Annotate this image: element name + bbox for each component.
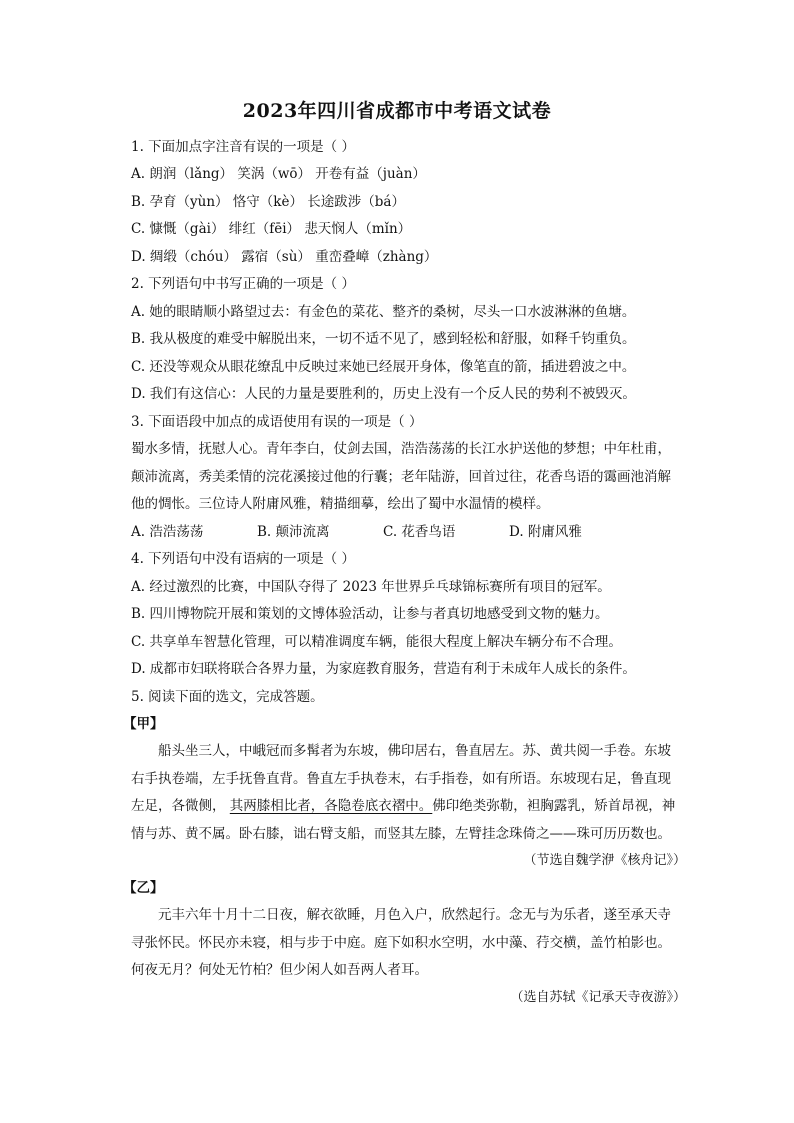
passage-jia-text: 佛印绝类弥勒，袒胸露乳，矫首昂视，神 bbox=[432, 798, 676, 814]
underlined-sentence: 其两膝相比者，各隐卷底衣褶中。 bbox=[229, 798, 433, 814]
q2-option-d: D. 我们有这信心：人民的力量是要胜利的，历史上没有一个反人民的势利不被毁灭。 bbox=[131, 386, 636, 402]
passage-jia-line: 右手执卷端，左手抚鲁直背。鲁直左手执卷末，右手指卷，如有所语。东坡现右足，鲁直现 bbox=[131, 770, 671, 787]
passage-yi-line: 元丰六年十月十二日夜，解衣欲睡，月色入户，欣然起行。念无与为乐者，遂至承天寺 bbox=[158, 907, 671, 923]
q1-option-c: C. 慷慨（gài） 绯红（fēi） 悲天悯人（mǐn） bbox=[131, 221, 412, 237]
passage-jia-line: 情与苏、黄不属。卧右膝，诎右臂支船，而竖其左膝，左臂挂念珠倚之——珠可历历数也。 bbox=[131, 825, 671, 842]
q1-option-a: A. 朗润（lǎng） 笑涡（wō） 开卷有益（juàn） bbox=[131, 166, 426, 182]
q3-options bbox=[131, 522, 582, 542]
q2-option-a: A. 她的眼睛顺小路望过去：有金色的菜花、整齐的桑树，尽头一口水波淋淋的鱼塘。 bbox=[131, 304, 636, 320]
q3-passage-line-1: 蜀水多情，抚慰人心。青年李白，仗剑去国，浩浩荡荡的长江水护送他的梦想；中年杜甫， bbox=[131, 441, 671, 457]
q5-stem: 5. 阅读下面的选文，完成答题。 bbox=[131, 689, 324, 705]
q4-option-c: C. 共享单车智慧化管理，可以精准调度车辆，能很大程度上解决车辆分布不合理。 bbox=[131, 634, 622, 650]
q3-passage-line-3: 他的惆怅。三位诗人附庸风雅，精描细摹，绘出了蜀中水温情的模样。 bbox=[131, 496, 550, 512]
q4-option-d: D. 成都市妇联将联合各界力量，为家庭教育服务，营造有利于未成年人成长的条件。 bbox=[131, 661, 636, 677]
q4-option-a: A. 经过激烈的比赛，中国队夺得了 2023 年世界乒乓球锦标赛所有项目的冠军。 bbox=[131, 579, 611, 595]
q3-option-b: B. 颠沛流离 bbox=[257, 524, 330, 540]
passage-jia-line-3 bbox=[131, 793, 691, 821]
q2-option-b: B. 我从极度的难受中解脱出来，一切不适不见了，感到轻松和舒服，如释千钧重负。 bbox=[131, 331, 636, 347]
q3-option-d: D. 附庸风雅 bbox=[509, 524, 582, 540]
exam-title: 2023年四川省成都市中考语文试卷 bbox=[242, 100, 552, 122]
q3-passage-line-2: 颠沛流离，秀美柔情的浣花溪接过他的行囊；老年陆游，回首过往，花香鸟语的霭画池消解 bbox=[131, 469, 671, 485]
passage-yi bbox=[131, 902, 691, 985]
q3-stem: 3. 下面语段中加点的成语使用有误的一项是（ ） bbox=[131, 414, 423, 430]
passage-jia-line: 船头坐三人，中峨冠而多髯者为东坡，佛印居右，鲁直居左。苏、黄共阅一手卷。东坡 bbox=[158, 743, 671, 759]
q1-stem: 1. 下面加点字注音有误的一项是（ ） bbox=[131, 139, 355, 155]
q4-stem: 4. 下列语句中没有语病的一项是（ ） bbox=[131, 551, 355, 567]
q3-option-a: A. 浩浩荡荡 bbox=[131, 524, 204, 540]
section-jia-label: 【甲】 bbox=[123, 716, 164, 732]
q2-stem: 2. 下列语句中书写正确的一项是（ ） bbox=[131, 276, 355, 292]
source-jia: （节选自魏学洢《核舟记》） bbox=[523, 853, 686, 868]
q2-option-c: C. 还没等观众从眼花缭乱中反映过来她已经展开身体，像笔直的箭，插进碧波之中。 bbox=[131, 359, 636, 375]
section-yi-label: 【乙】 bbox=[123, 880, 164, 896]
passage-jia bbox=[131, 738, 691, 848]
passage-yi-line: 寻张怀民。怀民亦未寝，相与步于中庭。庭下如积水空明，水中藻、荇交横，盖竹柏影也。 bbox=[131, 934, 671, 951]
q1-option-b: B. 孕育（yùn） 恪守（kè） 长途跋涉（bá） bbox=[131, 194, 405, 210]
passage-yi-line: 何夜无月？何处无竹柏？但少闲人如吾两人者耳。 bbox=[131, 962, 428, 978]
q1-option-d: D. 绸缎（chóu） 露宿（sù） 重峦叠嶂（zhàng） bbox=[131, 249, 438, 265]
q4-option-b: B. 四川博物院开展和策划的文博体验活动，让参与者真切地感受到文物的魅力。 bbox=[131, 606, 609, 622]
passage-jia-text: 左足，各微侧， bbox=[131, 798, 226, 814]
source-yi: （选自苏轼《记承天寺夜游》） bbox=[510, 990, 686, 1005]
q3-option-c: C. 花香鸟语 bbox=[383, 524, 456, 540]
